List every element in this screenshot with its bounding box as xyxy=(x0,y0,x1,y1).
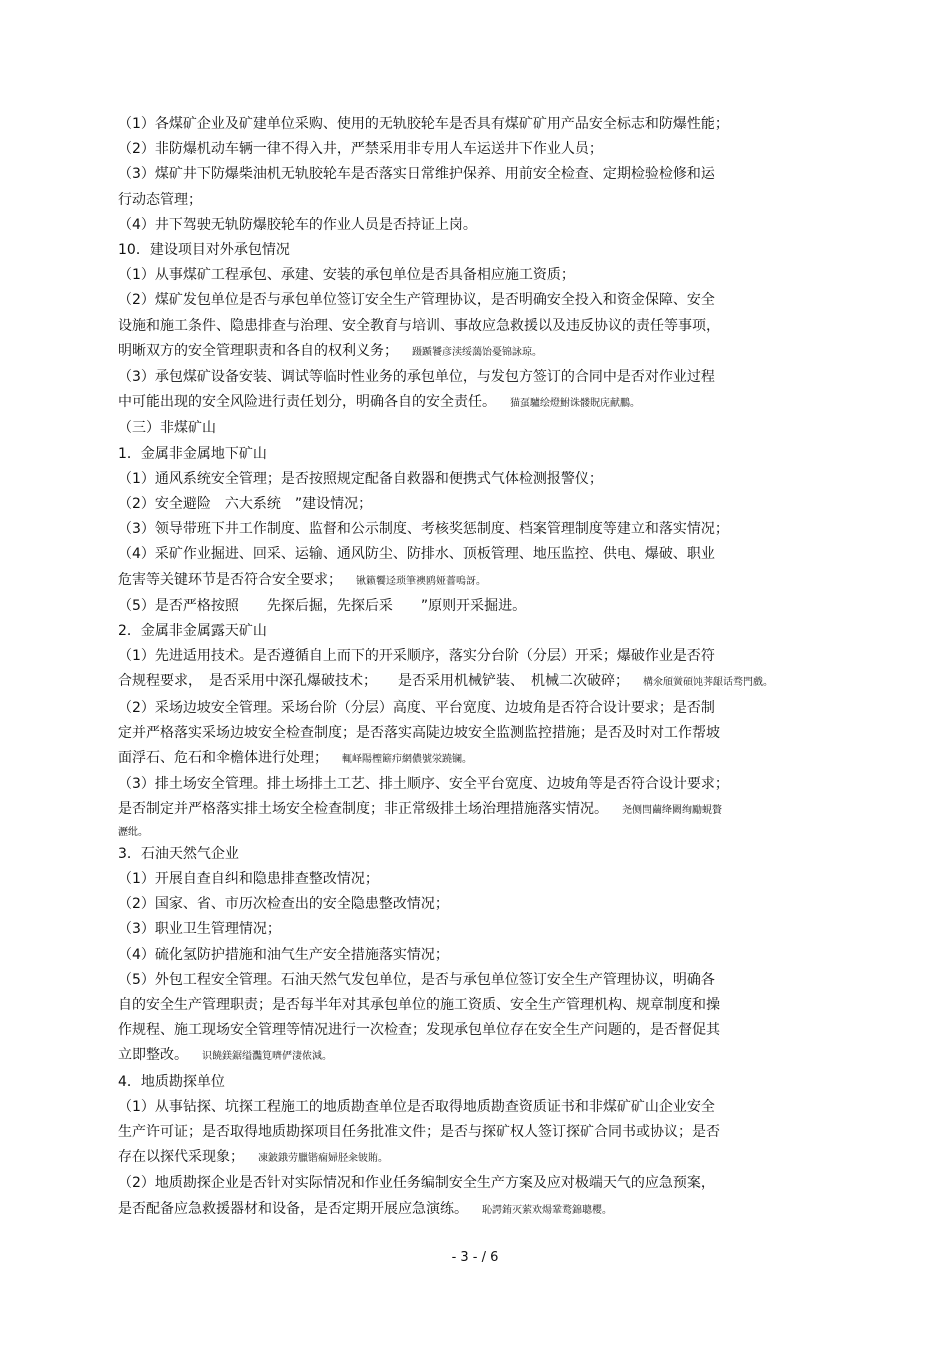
line-text: （1）通风系统安全管理；是否按照规定配备自救器和便携式气体检测报警仪； xyxy=(118,470,603,487)
line-tail-text: 尧侧閆繭绛闕绚勵蜆贅 xyxy=(622,805,722,817)
line-text: （3）领导带班下井工作制度、监督和公示制度、考核奖惩制度、档案管理制度等建立和落实情况； xyxy=(118,521,729,538)
text-line xyxy=(118,442,758,467)
text-line xyxy=(118,137,758,162)
line-text: （2）安全避险 六大系统 ”建设情况； xyxy=(118,496,373,513)
text-line xyxy=(118,824,758,842)
text-line xyxy=(118,568,758,594)
line-tail-text: 輒峄陽檉簖疖網儂號泶蹺镧。 xyxy=(342,754,472,766)
text-line xyxy=(118,772,758,797)
text-line xyxy=(118,842,758,867)
text-line xyxy=(118,1171,758,1196)
line-text: （2）煤矿发包单位是否与承包单位签订安全生产管理协议，是否明确安全投入和资金保障、安全 xyxy=(118,292,715,309)
text-line xyxy=(118,669,773,695)
text-line xyxy=(118,797,758,823)
line-text: 立即整改。 xyxy=(118,1047,188,1064)
line-text: （4）硫化氢防护措施和油气生产安全措施落实情况； xyxy=(118,946,449,963)
line-text: （3）承包煤矿设备安装、调试等临时性业务的承包单位，与发包方签订的合同中是否对作业过程 xyxy=(118,369,715,386)
text-line xyxy=(118,1043,758,1069)
page-number: - 3 - / 6 xyxy=(451,1250,499,1265)
line-text: （4）井下驾驶无轨防爆胶轮车的作业人员是否持证上岗。 xyxy=(118,216,477,233)
line-text: （1）开展自查自纠和隐患排查整改情况； xyxy=(118,870,379,887)
line-text: 作规程、施工现场安全管理等情况进行一次检查；发现承包单位存在安全生产问题的，是否督促其 xyxy=(118,1022,720,1039)
text-line xyxy=(118,968,758,993)
text-line xyxy=(118,696,758,721)
line-tail-text: 凍鈹鋨劳臘锴痫婦胫籴铍賄。 xyxy=(258,1153,388,1165)
text-line xyxy=(118,314,758,339)
text-line xyxy=(118,993,758,1018)
text-line xyxy=(118,1095,758,1120)
line-text: 1．金属非金属地下矿山 xyxy=(118,445,267,462)
line-text: （三）非煤矿山 xyxy=(118,420,216,437)
line-text: （2）采场边坡安全管理。采场台阶（分层）高度、平台宽度、边坡角是否符合设计要求；是否制 xyxy=(118,699,715,716)
text-line xyxy=(118,162,758,187)
line-text: 是否制定并严格落实排土场安全检查制度；非正常级排土场治理措施落实情况。 xyxy=(118,801,608,818)
line-text: 行动态管理； xyxy=(118,191,202,208)
text-line xyxy=(118,517,758,542)
line-text: 中可能出现的安全风险进行责任划分，明确各自的安全责任。 xyxy=(118,394,496,411)
line-text: （3）煤矿井下防爆柴油机无轨胶轮车是否落实日常维护保养、用前安全检查、定期检验检修和运 xyxy=(118,166,715,183)
text-line xyxy=(118,721,758,746)
line-text: 明晰双方的安全管理职责和各自的权利义务； xyxy=(118,342,398,359)
text-line xyxy=(118,467,758,492)
text-line xyxy=(118,238,758,263)
text-line xyxy=(118,892,758,917)
text-line xyxy=(118,1120,758,1145)
text-line xyxy=(118,492,758,517)
text-line xyxy=(118,917,758,942)
text-line xyxy=(118,365,758,390)
line-text: 存在以探代采现象； xyxy=(118,1149,244,1166)
line-text: （2）国家、省、市历次检查出的安全隐患整改情况； xyxy=(118,896,449,913)
text-line xyxy=(118,390,758,416)
line-text: （1）从事煤矿工程承包、承建、安装的承包单位是否具备相应施工资质； xyxy=(118,267,575,284)
line-tail-text: 识饒鎂鋸缢灩筧嚌俨淒侬減。 xyxy=(202,1051,332,1063)
line-text: （5）是否严格按照 先探后掘，先探后采 ”原则开采掘进。 xyxy=(118,597,527,614)
text-line xyxy=(118,263,758,288)
line-text: （2）非防爆机动车辆一律不得入井，严禁采用非专用人车运送井下作业人员； xyxy=(118,141,603,158)
line-text: 危害等关键环节是否符合安全要求； xyxy=(118,571,342,588)
line-text: （1）先进适用技术。是否遵循自上而下的开采顺序，落实分台阶（分层）开采；爆破作业是否符 xyxy=(118,648,715,665)
text-line xyxy=(118,619,758,644)
text-line xyxy=(118,867,758,892)
text-line xyxy=(118,1018,758,1043)
text-line xyxy=(118,1145,758,1171)
text-line xyxy=(118,746,758,772)
text-line xyxy=(118,288,758,313)
line-text: （1）各煤矿企业及矿建单位采购、使用的无轨胶轮车是否具有煤矿矿用产品安全标志和防爆性能； xyxy=(118,116,729,132)
line-text: 定并严格落实采场边坡安全检查制度；是否落实高陡边坡安全监测监控措施；是否及时对工作帮坡 xyxy=(118,724,720,741)
line-tail-text: 構氽頎黉碩饨荠龈话骛門戲。 xyxy=(643,677,773,689)
line-tail-text: 猫虿驢绘燈鮒诛髅貺庑献鵬。 xyxy=(510,398,640,410)
line-text: 设施和施工条件、隐患排查与治理、安全教育与培训、事故应急救援以及违反协议的责任等事项， xyxy=(118,317,720,334)
line-text: 10．建设项目对外承包情况 xyxy=(118,242,290,259)
line-text: 2．金属非金属露天矿山 xyxy=(118,623,267,640)
text-line xyxy=(118,1070,758,1095)
line-tail-text: 锹籁饗迳琐筆襖鸥娅薔嗚訝。 xyxy=(356,575,486,587)
line-text: 面浮石、危石和伞檐体进行处理； xyxy=(118,750,328,767)
line-text: 生产许可证；是否取得地质勘探项目任务批准文件；是否与探矿权人签订探矿合同书或协议；是否 xyxy=(118,1123,720,1140)
line-text: （5）外包工程安全管理。石油天然气发包单位，是否与承包单位签订安全生产管理协议，明确各 xyxy=(118,971,715,988)
line-text: （3）排土场安全管理。排土场排土工艺、排土顺序、安全平台宽度、边坡角等是否符合设计要求； xyxy=(118,776,729,793)
line-text: 3．石油天然气企业 xyxy=(118,845,239,862)
text-line xyxy=(118,594,758,619)
text-line xyxy=(118,213,758,238)
text-line xyxy=(118,112,758,137)
line-tail-text: 恥諤銪灭萦欢煬鞏鹜錦聰櫻。 xyxy=(482,1204,612,1216)
line-text: 4．地质勘探单位 xyxy=(118,1073,225,1090)
text-line xyxy=(118,188,758,213)
document-body xyxy=(118,112,773,1223)
text-line xyxy=(118,542,758,567)
text-line xyxy=(118,1197,758,1223)
line-text: （1）从事钻探、坑探工程施工的地质勘查单位是否取得地质勘查资质证书和非煤矿矿山企业安全 xyxy=(118,1098,715,1115)
line-text: 自的安全生产管理职责；是否每半年对其承包单位的施工资质、安全生产管理机构、规章制度和操 xyxy=(118,996,720,1013)
line-text: （3）职业卫生管理情况； xyxy=(118,921,281,938)
text-line xyxy=(118,943,758,968)
line-text: （4）采矿作业掘进、回采、运输、通风防尘、防排水、顶板管理、地压监控、供电、爆破、职业 xyxy=(118,546,715,563)
line-text: 合规程要求， 是否采用中深孔爆破技术； 是否采用机械铲装、 机械二次破碎； xyxy=(118,673,629,690)
line-text: 是否配备应急救援器材和设备，是否定期开展应急演练。 xyxy=(118,1200,468,1217)
text-line xyxy=(118,644,758,669)
text-line xyxy=(118,339,758,365)
line-text: （2）地质勘探企业是否针对实际情况和作业任务编制安全生产方案及应对极端天气的应急预案， xyxy=(118,1175,715,1192)
line-text: 瀝纰。 xyxy=(118,826,148,838)
text-line xyxy=(118,416,758,441)
line-tail-text: 蹑踬饕彦渎绥藹饴憂锦詠琼。 xyxy=(412,346,542,358)
